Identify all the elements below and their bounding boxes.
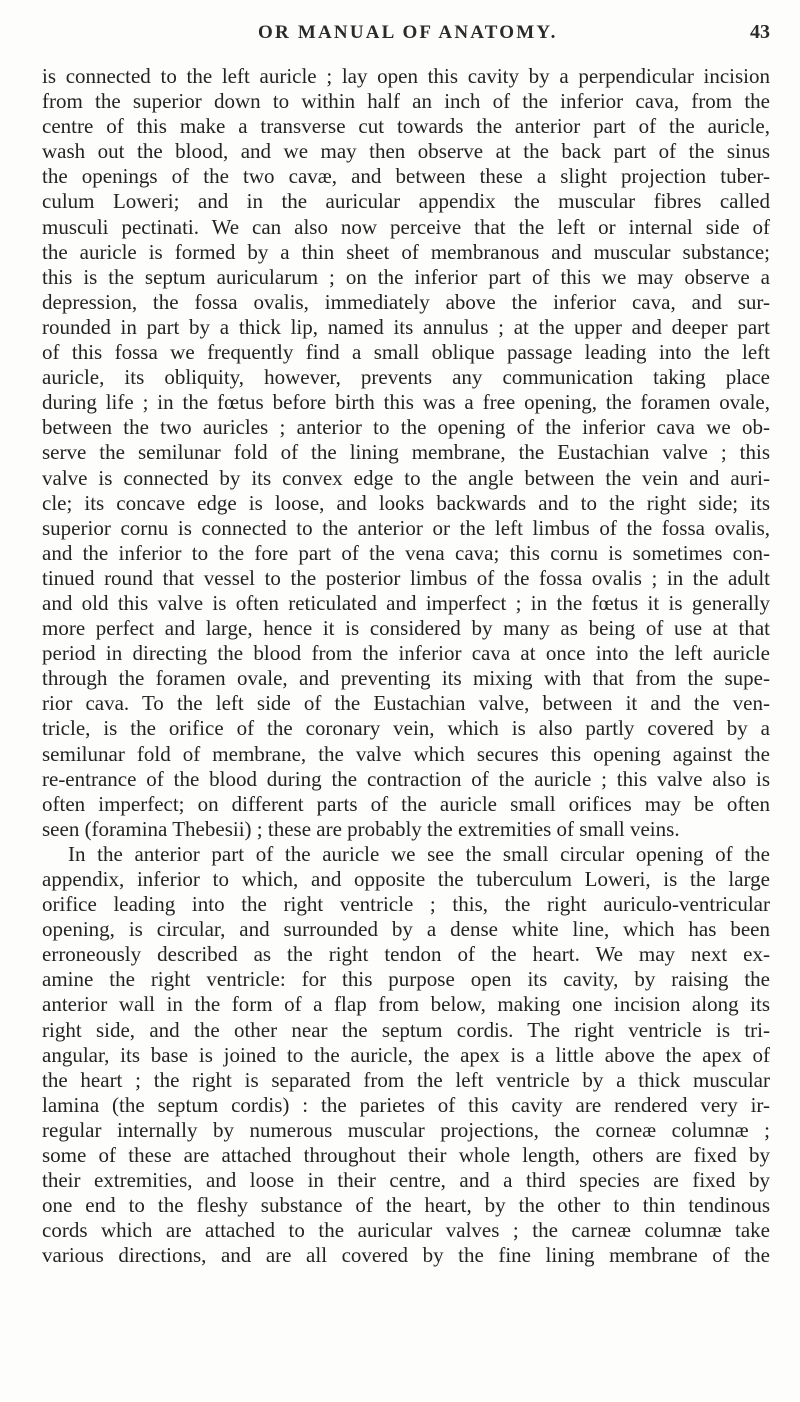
running-title: OR MANUAL OF ANATOMY. xyxy=(258,22,558,43)
text-line: serve the semilunar fold of the lining membrane, the Eustachian valve ; this xyxy=(42,440,770,465)
text-line: rounded in part by a thick lip, named its annulus ; at the upper and deeper part xyxy=(42,314,770,339)
text-line: period in directing the blood from the inferior cava at once into the left auricle xyxy=(42,641,770,666)
text-line: amine the right ventricle: for this purpose open its cavity, by raising the xyxy=(42,967,770,992)
text-line: re-entrance of the blood during the contraction of the auricle ; this valve also is xyxy=(42,766,770,791)
text-line: depression, the fossa ovalis, immediately above the inferior cava, and sur- xyxy=(42,289,770,314)
text-line: wash out the blood, and we may then observe at the back part of the sinus xyxy=(42,139,770,164)
text-line: more perfect and large, hence it is considered by many as being of use at that xyxy=(42,616,770,641)
text-line: of this fossa we frequently find a small oblique passage leading into the left xyxy=(42,340,770,365)
text-line-paragraph-start: In the anterior part of the auricle we see the small circular opening of the xyxy=(68,841,770,866)
text-line: during life ; in the fœtus before birth this was a free opening, the foramen ovale, xyxy=(42,390,770,415)
text-line: cle; its concave edge is loose, and looks backwards and to the right side; its xyxy=(42,490,770,515)
running-head xyxy=(48,22,770,50)
text-line: appendix, inferior to which, and opposite the tuberculum Loweri, is the large xyxy=(42,867,770,891)
text-line: musculi pectinati. We can also now perceive that the left or internal side of xyxy=(42,214,770,239)
text-line: opening, is circular, and surrounded by a dense white line, which has been xyxy=(42,917,770,942)
body-text xyxy=(42,64,770,1269)
text-line: orifice leading into the right ventricle ; this, the right auriculo-ventricular xyxy=(42,892,770,917)
text-line: their extremities, and loose in their centre, and a third species are fixed by xyxy=(42,1168,770,1193)
text-line: tinued round that vessel to the posterior limbus of the fossa ovalis ; in the adult xyxy=(42,565,770,590)
text-line: and old this valve is often reticulated and imperfect ; in the fœtus it is generally xyxy=(42,590,770,615)
text-line: one end to the fleshy substance of the heart, by the other to thin tendinous xyxy=(42,1193,770,1218)
text-line: right side, and the other near the septum cordis. The right ventricle is tri- xyxy=(42,1017,770,1042)
text-line: the openings of the two cavæ, and between these a slight projection tuber- xyxy=(42,164,770,189)
text-line: seen (foramina Thebesii) ; these are probably the extremities of small veins. xyxy=(42,816,680,841)
text-line: the heart ; the right is separated from the left ventricle by a thick muscular xyxy=(42,1067,770,1092)
text-line: centre of this make a transverse cut towards the anterior part of the auricle, xyxy=(42,114,770,139)
text-line: various directions, and are all covered by the fine lining membrane of the xyxy=(42,1243,770,1268)
text-line: auricle, its obliquity, however, prevents any communication taking place xyxy=(42,365,770,390)
text-line: cords which are attached to the auricular valves ; the carneæ columnæ take xyxy=(42,1218,770,1243)
text-line: superior cornu is connected to the anterior or the left limbus of the fossa ovalis, xyxy=(42,515,770,540)
text-line: rior cava. To the left side of the Eustachian valve, between it and the ven- xyxy=(42,691,770,716)
text-line: often imperfect; on different parts of the auricle small orifices may be often xyxy=(42,791,770,816)
text-line: and the inferior to the fore part of the vena cava; this cornu is sometimes con- xyxy=(42,540,770,565)
text-line: from the superior down to within half an inch of the inferior cava, from the xyxy=(42,89,770,114)
text-line: culum Loweri; and in the auricular appendix the muscular fibres called xyxy=(42,189,770,214)
text-line: valve is connected by its convex edge to the angle between the vein and auri- xyxy=(42,465,770,490)
text-line: angular, its base is joined to the auricle, the apex is a little above the apex of xyxy=(42,1042,770,1067)
text-line: lamina (the septum cordis) : the parietes of this cavity are rendered very ir- xyxy=(42,1092,770,1117)
text-line: between the two auricles ; anterior to the opening of the inferior cava we ob- xyxy=(42,415,770,440)
text-line: the auricle is formed by a thin sheet of membranous and muscular substance; xyxy=(42,239,770,264)
text-line: erroneously described as the right tendon of the heart. We may next ex- xyxy=(42,942,770,967)
text-line: through the foramen ovale, and preventing its mixing with that from the supe- xyxy=(42,666,770,691)
text-line: some of these are attached throughout their whole length, others are fixed by xyxy=(42,1143,770,1168)
text-line: semilunar fold of membrane, the valve which secures this opening against the xyxy=(42,741,770,766)
text-line: anterior wall in the form of a flap from below, making one incision along its xyxy=(42,992,770,1017)
text-line: this is the septum auricularum ; on the inferior part of this we may observe a xyxy=(42,264,770,289)
text-line: regular internally by numerous muscular projections, the corneæ columnæ ; xyxy=(42,1117,770,1142)
page-number: 43 xyxy=(750,21,770,43)
text-line: is connected to the left auricle ; lay open this cavity by a perpendicular incision xyxy=(42,64,770,88)
text-line: tricle, is the orifice of the coronary vein, which is also partly covered by a xyxy=(42,716,770,741)
